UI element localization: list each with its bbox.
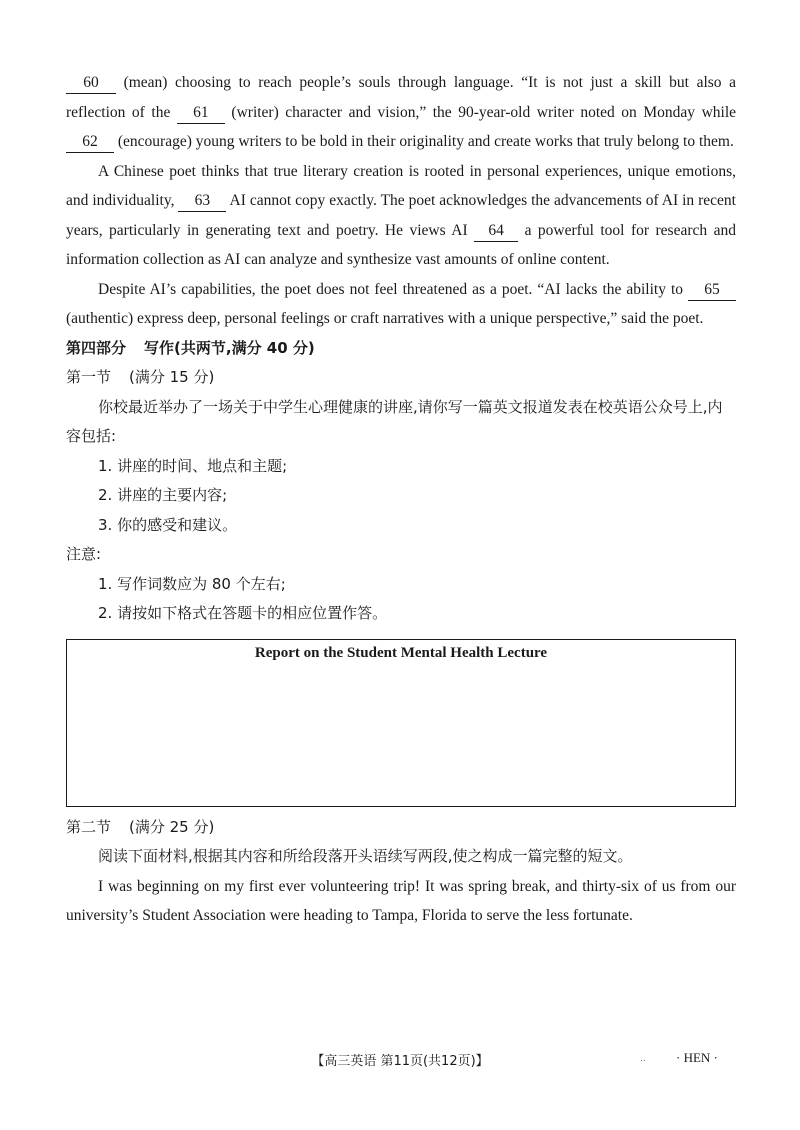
blank-60: 60	[66, 73, 116, 94]
passage-text: a powerful tool for research and information collection as AI can analyze and synthesize vast amounts of online content.	[66, 221, 736, 268]
exam-page	[66, 68, 736, 931]
blank-62: 62	[66, 132, 114, 153]
passage-text: Despite AI’s capabilities, the poet does not feel threatened as a poet. “AI lacks the ability to	[98, 280, 688, 298]
section1-prompt: 你校最近举办了一场关于中学生心理健康的讲座,请你写一篇英文报道发表在校英语公众号上,内容包括:	[66, 397, 723, 445]
note-1: 1. 写作词数应为 80 个左右;	[98, 574, 286, 593]
passage-text: (writer) character and vision,” the 90-year-old writer noted on Monday while	[224, 103, 736, 121]
answer-box	[66, 639, 736, 807]
passage-paragraph-1	[66, 68, 736, 157]
passage-text: A Chinese poet thinks that true literary creation is rooted in personal experiences, unique emotions, and individuality,	[66, 162, 736, 209]
section1-item-3: 3. 你的感受和建议。	[98, 515, 238, 534]
passage-text: (mean) choosing to reach people’s souls through language. “It is not just a skill but also a reflection of the	[66, 74, 736, 121]
blank-65: 65	[688, 280, 736, 301]
footer-code: · HEN ·	[676, 1050, 718, 1065]
answer-box-title: Report on the Student Mental Health Lecture	[254, 644, 548, 661]
footer-page-info: 【高三英语 第11页(共12页)】	[311, 1054, 489, 1069]
passage-paragraph-3	[66, 275, 736, 334]
passage-text: (encourage) young writers to be bold in their originality and create works that truly belong to them.	[114, 133, 734, 150]
blank-63: 63	[178, 191, 226, 212]
section1-heading: 第一节 (满分 15 分)	[66, 368, 215, 386]
passage-paragraph-2	[66, 157, 736, 275]
section1-item-1: 1. 讲座的时间、地点和主题;	[98, 456, 288, 475]
passage-text: AI cannot copy exactly. The poet acknowledges the advancements of AI in recent years, particularly in generating text and poetry. He views AI	[66, 192, 736, 239]
story-paragraph: I was beginning on my first ever volunteering trip! It was spring break, and thirty-six of us from our university’s Student Association were heading to Tampa, Florida to serve the less fortunate.	[66, 877, 736, 924]
notes-label: 注意:	[66, 545, 102, 563]
section1-item-2: 2. 讲座的主要内容;	[98, 486, 228, 504]
part4-heading: 第四部分 写作(共两节,满分 40 分)	[66, 338, 315, 357]
passage-text: (authentic) express deep, personal feelings or craft narratives with a unique perspective,” said the poet.	[66, 310, 704, 327]
blank-64: 64	[474, 221, 518, 242]
footer-mark: ..	[640, 1054, 646, 1064]
note-2: 2. 请按如下格式在答题卡的相应位置作答。	[98, 604, 388, 622]
section2-heading: 第二节 (满分 25 分)	[66, 817, 215, 836]
blank-61: 61	[177, 103, 225, 124]
page-footer	[0, 1050, 800, 1074]
section2-prompt: 阅读下面材料,根据其内容和所给段落开头语续写两段,使之构成一篇完整的短文。	[98, 847, 633, 865]
